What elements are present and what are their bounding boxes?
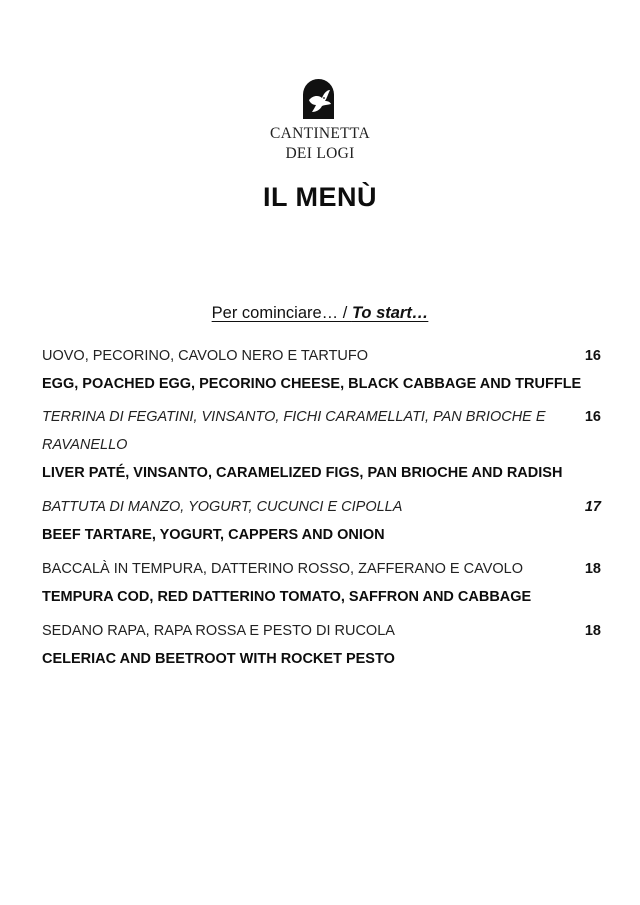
dish-name-english: LIVER PATÉ, VINSANTO, CARAMELIZED FIGS, PAN BRIOCHE AND RADISH — [42, 465, 563, 481]
dish-name-english: CELERIAC AND BEETROOT WITH ROCKET PESTO — [42, 651, 395, 667]
menu-item — [42, 493, 604, 549]
dish-name-italian: UOVO, PECORINO, CAVOLO NERO E TARTUFO — [42, 348, 369, 364]
dish-price: 16 — [584, 348, 601, 364]
section-heading — [0, 302, 640, 324]
restaurant-name-line2: DEI LOGI — [285, 145, 355, 162]
dish-name-italian: BACCALÀ IN TEMPURA, DATTERINO ROSSO, ZAFFERANO E CAVOLO — [42, 561, 523, 577]
menu-title: IL MENÙ — [262, 182, 377, 212]
section-heading-english: To start… — [351, 304, 429, 322]
menu-item — [42, 555, 604, 611]
dish-name-italian: TERRINA DI FEGATINI, VINSANTO, FICHI CARAMELLATI, PAN BRIOCHE E RAVANELLO — [42, 409, 546, 453]
menu-item — [42, 342, 604, 398]
dish-name-english: BEEF TARTARE, YOGURT, CAPPERS AND ONION — [42, 527, 385, 543]
menu-item — [42, 403, 604, 487]
bird-in-arch-icon — [303, 79, 334, 119]
dish-price: 18 — [584, 561, 601, 577]
dish-name-english: EGG, POACHED EGG, PECORINO CHEESE, BLACK CABBAGE AND TRUFFLE — [42, 376, 582, 392]
section-heading-italian: Per cominciare… / — [211, 304, 352, 322]
restaurant-name-line1: CANTINETTA — [270, 125, 370, 142]
dish-name-english: TEMPURA COD, RED DATTERINO TOMATO, SAFFRON AND CABBAGE — [42, 589, 532, 605]
dish-price: 17 — [584, 499, 601, 515]
dish-name-italian: BATTUTA DI MANZO, YOGURT, CUCUNCI E CIPOLLA — [42, 499, 403, 515]
dish-name-italian: SEDANO RAPA, RAPA ROSSA E PESTO DI RUCOLA — [42, 623, 395, 639]
dish-price: 16 — [584, 409, 601, 425]
dish-price: 18 — [584, 623, 601, 639]
menu-item — [42, 617, 604, 673]
